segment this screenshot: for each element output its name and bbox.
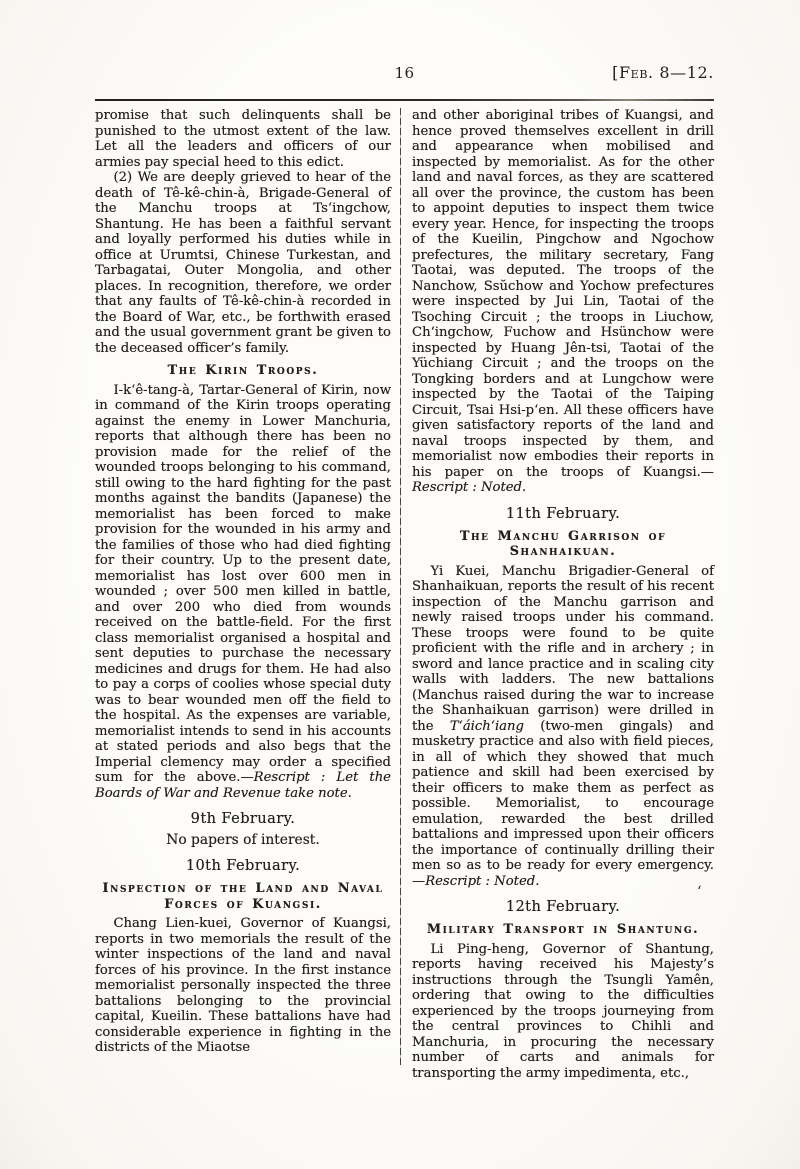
paragraph-edict-2: (2) We are deeply grieved to hear of the death of Tê-kê-chin-à, Brigade-General of the Manchu troops at Ts‘ingchow, Shantung. He has been a faithful servant and loyally performed his duties while in office at Urumtsi, Chinese Turkestan, and Tarbagatai, Outer Mongolia, and other places. In recognition, therefore, we order that any faults of Tê-kê-chin-à recorded in the Board of War, etc., be forthwith erased and the usual government grant be given to the deceased officer’s family. bbox=[95, 170, 391, 356]
date-heading-10th-february: 10th February. bbox=[185, 857, 301, 874]
section-heading-inspection-kuangsi: Inspection of the Land and Naval Forces of Kuangsi. bbox=[102, 881, 384, 912]
kuangsi-rescript: Rescript : Noted. bbox=[412, 480, 527, 495]
section-heading-military-transport: Military Transport in Shantung. bbox=[426, 922, 700, 937]
date-heading-9th-february: 9th February. bbox=[190, 810, 296, 827]
date-heading-11th-february: 11th February. bbox=[505, 504, 621, 522]
section-heading-kirin-troops: The Kirin Troops. bbox=[167, 363, 319, 378]
section-heading-manchu-garrison: The Manchu Garrison of Shanhaikuan. bbox=[459, 528, 667, 559]
page-number: 16 bbox=[394, 64, 415, 82]
paragraph-kirin-troops bbox=[95, 383, 391, 802]
left-column bbox=[95, 108, 400, 1065]
print-speck-artifact: ‘ bbox=[697, 884, 702, 900]
right-column bbox=[401, 108, 714, 1081]
paragraph-edict-continuation: promise that such delinquents shall be punished to the utmost extent of the law. Let all the leaders and officers of our armies pay special heed to this edict. bbox=[95, 108, 391, 170]
taichiang-term: T‘áich‘iang bbox=[449, 718, 524, 734]
shanhaikuan-text-2: (two-men gingals) and musketry practice and also with field pieces, in all of which they showed that much patience and skill had been exercised by their officers to make them as perfect as possible. Memorialist, to encourage emulation, rewarded the best drilled battalions and impressed upon their officers the importance of continually drilling their men so as to be ready for every emergency.— bbox=[412, 718, 714, 889]
date-heading-12th-february: 12th February. bbox=[505, 898, 621, 915]
paragraph-military-transport: Li Ping-heng, Governor of Shantung, reports having received his Majesty’s instructions through the Tsungli Yamên, ordering that owing to the difficulties experienced by the troops journeying from the central provinces to Chihli and Manchuria, in procuring the necessary number of carts and animals for transporting the army impedimenta, etc., bbox=[412, 941, 714, 1081]
kuangsi-memorial-text: and other aboriginal tribes of Kuangsi, and hence proved themselves excellent in drill and appearance when mobilised and inspected by memorialist. As for the other land and naval forces, as they are scattered all over the province, the custom has been to appoint deputies to inspect them twice every year. Hence, for inspecting the troops of the Kueilin, Pingchow and Ngochow prefectures, the military secretary, Fang Taotai, was deputed. The troops of the Nanchow, Ssŭchow and Yochow prefectures were inspected by Jui Lin, Taotai of the Tsoching Circuit ; the troops in Liuchow, Ch‘ingchow, Fuchow and Hsünchow were inspected by Huang Jên-tsi, Taotai of the Yüchiang Circuit ; and the troops on the Tongking borders and at Lungchow were inspected by the Taotai of the Taiping Circuit, Tsai Hsi-p‘en. All these officers have given satisfactory reports of the land and naval troops inspected by them, and memorialist now embodies their reports in his paper on the troops of Kuangsi.— bbox=[412, 108, 714, 480]
paragraph-kuangsi-inspection: Chang Lien-kuei, Governor of Kuangsi, reports in two memorials the result of the winter inspections of the land and naval forces of his province. In the first instance memorialist personally inspected the three battalions belonging to the provincial capital, Kueilin. These battalions have had considerable experience in fighting in the districts of the Miaotse bbox=[95, 916, 391, 1055]
paragraph-kuangsi-continuation bbox=[412, 108, 714, 496]
header-rule bbox=[95, 99, 714, 101]
shanhaikuan-rescript: Rescript : Noted. bbox=[425, 873, 540, 889]
paragraph-shanhaikuan-garrison bbox=[412, 564, 714, 890]
no-papers-note: No papers of interest. bbox=[166, 832, 320, 848]
kirin-memorial-text: I-k‘ê-tang-à, Tartar-General of Kirin, now in command of the Kirin troops operating against the enemy in Lower Manchuria, reports that although there has been no provision made for the relief of the wounded troops belonging to his command, still owing to the hard fighting for the past months against the bandits (Japanese) the memorialist has been forced to make provision for the wounded in his army and the families of those who had died fighting for their country. Up to the present date, memorialist has lost over 600 men in wounded ; over 500 men killed in battle, and over 200 who died from wounds received on the battle-field. For the first class memorialist organised a hospital and sent deputies to purchase the necessary medicines and drugs for them. He had also to pay a corps of coolies whose special duty was to bear wounded men off the field to the hospital. As the expenses are variable, memorialist intends to send in his accounts at stated periods and also begs that the Imperial clemency may order a specified sum for the above.— bbox=[95, 382, 391, 785]
page-header bbox=[95, 64, 714, 88]
shanhaikuan-text-1: Yi Kuei, Manchu Brigadier-General of Shanhaikuan, reports the result of his recent inspection of the Manchu garrison and newly raised troops under his command. These troops were found to be quite proficient with the rifle and in archery ; in sword and lance practice and in scaling city walls with ladders. The new battalions (Manchus raised during the war to increase the Shanhaikuan garrison) were drilled in the bbox=[412, 563, 714, 734]
running-head-dates: [Feb. 8—12. bbox=[612, 63, 714, 82]
text-columns bbox=[95, 108, 714, 1081]
kirin-rescript: Rescript : Let the Boards of War and Revenue take note. bbox=[95, 770, 391, 801]
